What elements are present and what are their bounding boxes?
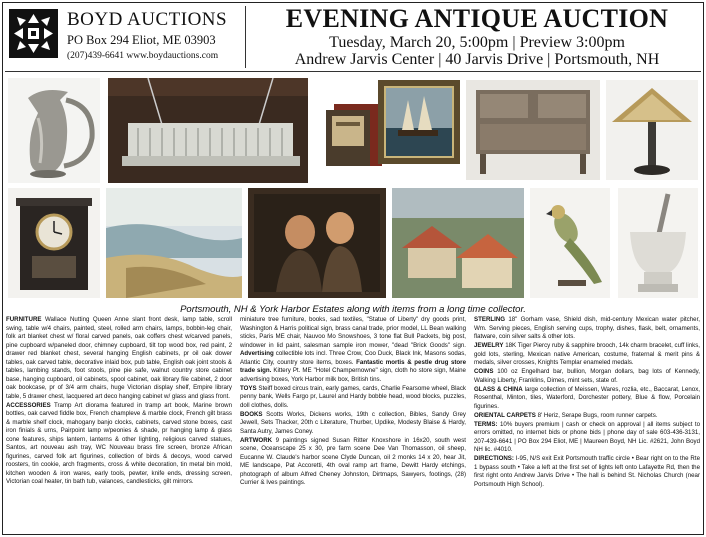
ship-painting-photo [378, 80, 460, 164]
coins-section [474, 368, 700, 385]
coastal-painting-photo [106, 188, 242, 298]
section-body: miniature tree furniture, books, sad textiles, "Statue of Liberty" dry goods print, Washington & Harris political sign, brass canal trade, prior model, LL Bean walking sticks, Paris ME chair, Nauvoo Mo Snowshoes, 3 tone flat Bull Packets, big post, windower in lid paint, salesman sample iron mower, "dead "Brick Goods" sign. [240, 316, 466, 349]
section-head: ARTWORK [240, 436, 273, 444]
listing-column-3 [474, 316, 700, 490]
sterling-section [474, 316, 700, 342]
glass-china-section [474, 386, 700, 412]
mortar-pestle-photo [618, 188, 698, 298]
mantel-clock-photo [8, 188, 100, 298]
auction-date: Tuesday, March 20, 5:00pm | Preview 3:00pm [329, 34, 625, 51]
section-head: BOOKS [240, 410, 263, 418]
section-head: Advertising [240, 350, 274, 357]
carved-chest-photo [466, 80, 600, 180]
company-name: BOYD AUCTIONS [67, 9, 228, 30]
section-body: 18" Gorham vase, Shield dish, mid-century Mexican water pitcher, Wm. Serving pieces, English serving cups, trophy, dishes, flask, belt, ornaments, flatware, coin silver salts & other lots. [474, 316, 700, 340]
section-head: DIRECTIONS: [474, 455, 514, 462]
toys-section [240, 385, 466, 411]
directions-section [474, 455, 700, 489]
company-contact[interactable]: (207)439-6641 www.boydauctions.com [67, 51, 219, 61]
accessories-continued [240, 316, 466, 384]
section-head: STERLING [474, 316, 506, 323]
monks-painting-photo [248, 188, 386, 298]
section-body: Steiff boxed circus train, early games, cards, Charlie Fearsome wheel, Black penny bank, Wells Fargo pr, Laurel and Hardy bobble head, wood blocks, puzzles, doll clothes, dolls. [240, 384, 466, 409]
section-head: Fantastic mortis & pestle drug store trade sign. [240, 358, 466, 374]
artwork-section [240, 437, 466, 488]
header-divider [245, 6, 246, 68]
rooftops-painting-photo [392, 188, 524, 298]
photo-caption: Portsmouth, NH & York Harbor Estates along with items from a long time collector. [180, 304, 526, 315]
section-body: 10% buyers premium | cash or check on approval | all items subject to errors omitted, no internet bids or phone bids | phone day of sale 603-436-3131, 207-439-6641 | PO Box 294 Eliot, ME | Maureen Boyd, NH Lic. #2621, John Boyd NH lic. #4010. [474, 420, 700, 453]
accessories-section [6, 402, 232, 487]
section-head: COINS [474, 368, 494, 375]
section-body: large collection of Meissen, Wares, rozlia, etc., Baccarat, Lenox, Rosenthal, Minton, tiles, Waterford, Dorchester pottery, Blue & flow, Porcelain figurines. [474, 385, 700, 410]
section-body: Kittery Pt. ME "Hotel Champernowne" sign, cloth ho store sign, Maine advertising boxes, York Harbor milk box, British tins. [240, 367, 466, 383]
pewter-pitcher-photo [8, 78, 100, 183]
parrot-figure-photo [530, 188, 610, 298]
section-body: I-95, N/S exit Exit Portsmouth traffic circle • Bear right on to the Rte 1 bypass south • Take a left at the first set of lights left onto Lafayette Rd, then the first right onto Andrew Jarvis Drive • The hall is behind St. Nicholas Church (near Portsmouth High School). [474, 455, 700, 488]
auction-title: EVENING ANTIQUE AUCTION [285, 4, 669, 33]
company-address: PO Box 294 Eliot, ME 03903 [67, 33, 216, 47]
section-body: Scotts Works, Dickens works, 19th c collection, Bibles, Sandy Grey Jewell, Sets Thacker, 20th c Literature, Thurber, Updike, Modesty Blaise & Hardy, Santa Autry, James Coney. [240, 410, 466, 435]
books-section [240, 411, 466, 437]
header-rule [5, 71, 701, 72]
section-body: 9 paintings signed Susan Ritter Knoxshore in 16x20, south west scene, Oceanscape 25 x 30, pre farm scene Dee Van Thomasson, oil sheep, Eucanne W. Claude's harbor scene Clyde Duncan, oil 2 monks 14 x 20, hear Jit, ME landscape, Pat Accoretti, 4th oval ramp art frame, Dewitt Hardy etchings, photograph of album Alfred Cheney Johnston, Dirtmaps, Sawyers, footings, (28) Currier & Ives paintings. [240, 436, 466, 486]
porch-swing-photo [108, 78, 308, 183]
section-head: GLASS & CHINA [474, 385, 523, 393]
section-head: FURNITURE [6, 316, 42, 323]
auction-venue: Andrew Jarvis Center | 40 Jarvis Drive | Portsmouth, NH [294, 51, 660, 68]
section-body: 100 oz Engelhard bar, bullion, Morgan dollars, bag lots of Kennedy, Walking Liberty, Franklins, Dimes, mint sets, state of. [474, 368, 700, 384]
jewelry-section [474, 342, 700, 368]
section-body: Tramp Art diorama featured in tramp art book, Marine brown bottles, oak carved fiddle box, French champleve & marble clock, French gilt brass & marble shelf clock, mahogany banjo clocks, cabinets, carved stone boxes, cast iron finials & urns, Pairpoint lamp w/peonies & shade, pr hanging lamp & glass cone features, ships lantern, lanterns & other lighting, religious carved statues, Santos, art nouveau ash tray, WC Nouveau brass fire screen, bronze African figurines, carved folk art figurines, collection of birds & decoys, wood carved roosters, tin cookie, arch fragments, cross & white decoration, tin metal bin mold, kitchen wooden & iron wares, early tools, pewter, knife ends, dressing screen, Victorian coal heater, tin bath tub, valances, candlesticks, gilt mirrors. [6, 401, 232, 485]
section-body: Wallace Nutting Queen Anne slant front desk, lamp table, scroll swing, table w/4 chairs, painted, steel, rolled arm chairs, lamps, bobbin-leg chair, folk art blanket chest w/ floral carved panels, oak coffers chest w/carved panels, pine cupboard w/paneled door, chimney cupboard, tilt top wood box, red paint, 2 drawer red blanket chest, several hanging English cabinets, pr oil oak dower tables, oak carved table, decorative inlaid box, pub table, English oak joint stools & tables, lambing stands, foot stools, pine pie safe, walnut country store cabinet base, hanging cupboard, oil cabinets, spool cabinet, oak library file cabinet, 2 door oak bookcase, pr of 3/4 arm chairs, huge Victorian display shelf, Empire library table, 5 drawer chest, lacquered art deco hanging cabinet w/ glass and glass front. [6, 316, 232, 400]
section-body: 8' Heriz, Serape Bugs, room runner carpets. [537, 411, 658, 419]
section-head: TOYS [240, 384, 257, 392]
furniture-section [6, 316, 232, 401]
slag-glass-lamp-photo [606, 80, 698, 180]
section-head: ORIENTAL CARPETS [474, 411, 536, 419]
section-head: JEWELRY [474, 342, 504, 349]
oriental-carpets-section [474, 412, 700, 421]
listing-column-1 [6, 316, 232, 487]
listing-column-2 [240, 316, 466, 488]
quilt-star-logo [9, 9, 58, 58]
section-body: collectible lots incl. Three Crow, Coo Duck, Black Ink, Masons sodas, Atlantic City, country store items, boxes. [240, 350, 466, 366]
section-body: 18K Tiger Piercy ruby & sapphire brooch, 14k charm bracelet, cuff links, gold lots, sterling, Mexican native American, costume, fraternal & merit pins & medals, silver crosses, Knights Templar enameled medals. [474, 342, 700, 366]
section-head: ACCESSORIES [6, 401, 51, 409]
terms-section [474, 421, 700, 455]
section-head: TERMS: [474, 420, 498, 428]
